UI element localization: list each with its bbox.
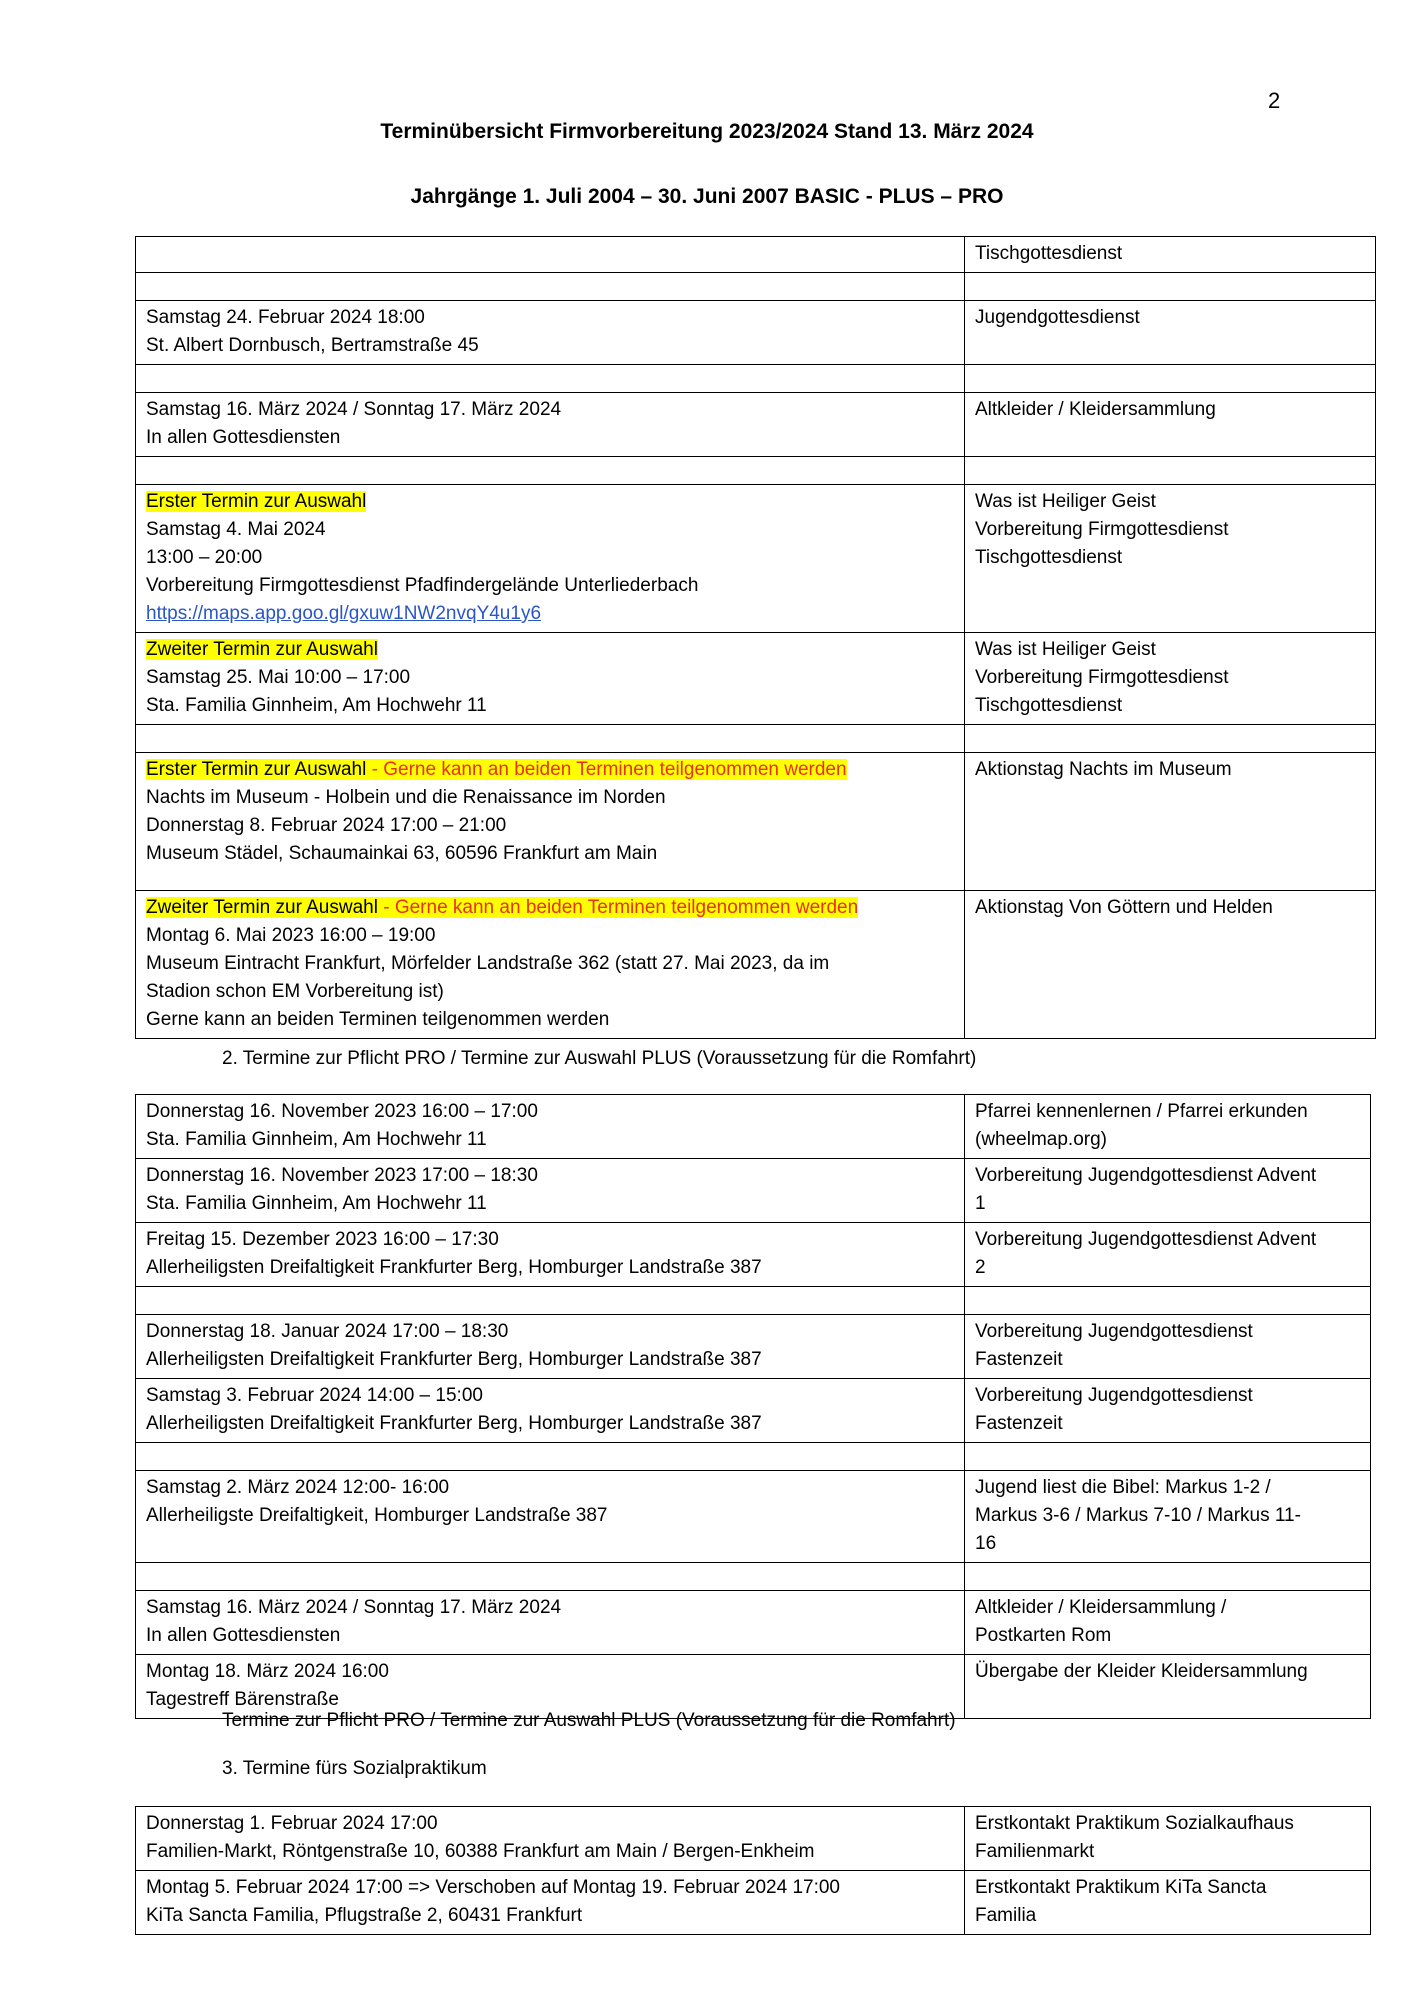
table-row — [136, 1287, 1371, 1315]
table-row — [136, 1095, 1371, 1159]
cell-line: Was ist Heiliger Geist — [975, 491, 1156, 512]
cell-line: Übergabe der Kleider Kleidersammlung — [975, 1661, 1308, 1682]
table-cell — [965, 301, 1376, 365]
table-row — [136, 485, 1376, 633]
cell-line: Fastenzeit — [975, 1349, 1063, 1370]
cell-line: Tagestreff Bärenstraße — [146, 1689, 339, 1710]
highlight-label: Erster Termin zur Auswahl — [146, 491, 367, 512]
table-row — [136, 725, 1376, 753]
table-row — [136, 633, 1376, 725]
table-cell — [965, 237, 1376, 273]
cell-line: Samstag 2. März 2024 12:00- 16:00 — [146, 1477, 450, 1498]
table-cell — [136, 365, 965, 393]
schedule-table-basic — [135, 236, 1376, 1039]
table-row — [136, 1807, 1371, 1871]
table-cell — [965, 1095, 1371, 1159]
cell-line: Vorbereitung Firmgottesdienst — [975, 667, 1229, 688]
table-cell — [965, 1287, 1371, 1315]
table-cell — [965, 1223, 1371, 1287]
table-cell — [965, 1563, 1371, 1591]
table-row — [136, 365, 1376, 393]
cell-line: 16 — [975, 1533, 997, 1554]
table-row — [136, 1591, 1371, 1655]
cell-line: Vorbereitung Jugendgottesdienst Advent — [975, 1165, 1317, 1186]
cell-line: Samstag 4. Mai 2024 — [146, 519, 326, 540]
table-cell — [136, 1471, 965, 1563]
table-row — [136, 1443, 1371, 1471]
cell-line: Donnerstag 1. Februar 2024 17:00 — [146, 1813, 438, 1834]
cell-line: Samstag 25. Mai 10:00 – 17:00 — [146, 667, 411, 688]
cell-line: 13:00 – 20:00 — [146, 547, 263, 568]
table-row — [136, 457, 1376, 485]
table-cell — [136, 1287, 965, 1315]
table-cell — [965, 753, 1376, 891]
cell-line: Samstag 16. März 2024 / Sonntag 17. März 2024 — [146, 399, 562, 420]
cell-line: Aktionstag Nachts im Museum — [975, 759, 1232, 780]
cell-line — [146, 600, 954, 628]
cell-line: Sta. Familia Ginnheim, Am Hochwehr 11 — [146, 695, 487, 716]
table-cell — [136, 301, 965, 365]
table-cell — [965, 393, 1376, 457]
cell-line: Vorbereitung Jugendgottesdienst — [975, 1321, 1253, 1342]
cell-line: Sta. Familia Ginnheim, Am Hochwehr 11 — [146, 1193, 487, 1214]
table-cell — [136, 633, 965, 725]
table-cell — [136, 1443, 965, 1471]
cell-line: Jugendgottesdienst — [975, 307, 1140, 328]
table-cell — [136, 1807, 965, 1871]
cell-line: Montag 18. März 2024 16:00 — [146, 1661, 389, 1682]
cell-line — [146, 636, 954, 664]
table-cell — [136, 725, 965, 753]
table-cell — [965, 1655, 1371, 1719]
table-cell — [136, 1223, 965, 1287]
cell-line: In allen Gottesdiensten — [146, 1625, 341, 1646]
cell-line: Erstkontakt Praktikum Sozialkaufhaus — [975, 1813, 1294, 1834]
cell-line: Vorbereitung Jugendgottesdienst Advent — [975, 1229, 1317, 1250]
cell-line: Nachts im Museum - Holbein und die Renaissance im Norden — [146, 787, 666, 808]
table-row — [136, 1655, 1371, 1719]
section-heading: 2. Termine zur Pflicht PRO / Termine zur Auswahl PLUS (Voraussetzung für die Romfahrt) — [222, 1048, 977, 1069]
table-cell — [136, 1159, 965, 1223]
table-cell — [136, 1095, 965, 1159]
table-row — [136, 753, 1376, 891]
table-cell — [965, 1379, 1371, 1443]
cell-line: Erstkontakt Praktikum KiTa Sancta — [975, 1877, 1267, 1898]
highlight-label-text: Zweiter Termin zur Auswahl — [146, 897, 378, 918]
table-cell — [965, 1591, 1371, 1655]
cell-line: Postkarten Rom — [975, 1625, 1112, 1646]
cell-line: Donnerstag 18. Januar 2024 17:00 – 18:30 — [146, 1321, 509, 1342]
highlight-note: - Gerne kann an beiden Terminen teilgenommen werden — [366, 759, 847, 780]
table-cell — [965, 1471, 1371, 1563]
table-cell — [965, 365, 1376, 393]
cell-line: Stadion schon EM Vorbereitung ist) — [146, 981, 444, 1002]
cell-line: Familienmarkt — [975, 1841, 1095, 1862]
table-row — [136, 1871, 1371, 1935]
cell-line: Donnerstag 16. November 2023 16:00 – 17:00 — [146, 1101, 538, 1122]
table-cell — [965, 485, 1376, 633]
cell-line: St. Albert Dornbusch, Bertramstraße 45 — [146, 335, 479, 356]
table-row — [136, 237, 1376, 273]
table-cell — [136, 1379, 965, 1443]
highlight-label: Zweiter Termin zur Auswahl — [146, 639, 378, 660]
cell-line: Was ist Heiliger Geist — [975, 639, 1156, 660]
page-number: 2 — [1268, 88, 1281, 113]
cell-line: Allerheiligsten Dreifaltigkeit Frankfurter Berg, Homburger Landstraße 387 — [146, 1257, 762, 1278]
document-title: Terminübersicht Firmvorbereitung 2023/2024 Stand 13. März 2024 — [380, 120, 1034, 143]
cell-line: Allerheiligsten Dreifaltigkeit Frankfurter Berg, Homburger Landstraße 387 — [146, 1413, 762, 1434]
cell-line: Altkleider / Kleidersammlung / — [975, 1597, 1227, 1618]
cell-line: Jugend liest die Bibel: Markus 1-2 / — [975, 1477, 1271, 1498]
cell-line: Tischgottesdienst — [975, 243, 1123, 264]
cell-line: In allen Gottesdiensten — [146, 427, 341, 448]
table-cell — [965, 1871, 1371, 1935]
table-row — [136, 1379, 1371, 1443]
cell-line: Samstag 24. Februar 2024 18:00 — [146, 307, 425, 328]
table-cell — [965, 457, 1376, 485]
cell-line — [146, 488, 954, 516]
cell-line: Museum Städel, Schaumainkai 63, 60596 Frankfurt am Main — [146, 843, 658, 864]
cell-line: Montag 5. Februar 2024 17:00 => Verschoben auf Montag 19. Februar 2024 17:00 — [146, 1877, 840, 1898]
table-cell — [136, 1655, 965, 1719]
table-row — [136, 1563, 1371, 1591]
table-row — [136, 1471, 1371, 1563]
schedule-table-pro — [135, 1094, 1371, 1719]
table-cell — [136, 1563, 965, 1591]
table-row — [136, 301, 1376, 365]
table-cell — [965, 1807, 1371, 1871]
table-cell — [136, 485, 965, 633]
cell-line: Aktionstag Von Göttern und Helden — [975, 897, 1273, 918]
table-cell — [136, 1871, 965, 1935]
table-cell — [965, 1315, 1371, 1379]
cell-line: Vorbereitung Firmgottesdienst — [975, 519, 1229, 540]
table-cell — [965, 1443, 1371, 1471]
table-cell — [965, 725, 1376, 753]
table-cell — [136, 1315, 965, 1379]
table-cell — [136, 393, 965, 457]
table-cell — [965, 273, 1376, 301]
cell-line: Samstag 3. Februar 2024 14:00 – 15:00 — [146, 1385, 483, 1406]
cell-line: (wheelmap.org) — [975, 1129, 1107, 1150]
document-subtitle: Jahrgänge 1. Juli 2004 – 30. Juni 2007 BASIC - PLUS – PRO — [410, 185, 1004, 208]
cell-line: Tischgottesdienst — [975, 547, 1123, 568]
table-cell — [136, 273, 965, 301]
cell-line: Vorbereitung Firmgottesdienst Pfadfindergelände Unterliederbach — [146, 575, 699, 596]
cell-line: Vorbereitung Jugendgottesdienst — [975, 1385, 1253, 1406]
cell-line: Familia — [975, 1905, 1037, 1926]
highlight-label — [146, 759, 847, 780]
cell-line: 1 — [975, 1193, 986, 1214]
table-cell — [965, 891, 1376, 1039]
highlight-label — [146, 897, 858, 918]
cell-line: Samstag 16. März 2024 / Sonntag 17. März 2024 — [146, 1597, 562, 1618]
cell-line: Sta. Familia Ginnheim, Am Hochwehr 11 — [146, 1129, 487, 1150]
table-cell — [965, 633, 1376, 725]
cell-line: Fastenzeit — [975, 1413, 1063, 1434]
highlight-label-text: Erster Termin zur Auswahl — [146, 759, 367, 780]
table-cell — [136, 891, 965, 1039]
highlight-note: - Gerne kann an beiden Terminen teilgenommen werden — [377, 897, 859, 918]
cell-line: Markus 3-6 / Markus 7-10 / Markus 11- — [975, 1505, 1301, 1526]
cell-line: Allerheiligsten Dreifaltigkeit Frankfurter Berg, Homburger Landstraße 387 — [146, 1349, 762, 1370]
cell-line: Donnerstag 16. November 2023 17:00 – 18:30 — [146, 1165, 538, 1186]
table-row — [136, 393, 1376, 457]
section-heading: 3. Termine fürs Sozialpraktikum — [222, 1758, 487, 1779]
cell-line: KiTa Sancta Familia, Pflugstraße 2, 60431 Frankfurt — [146, 1905, 583, 1926]
cell-line: Altkleider / Kleidersammlung — [975, 399, 1216, 420]
table-row — [136, 1159, 1371, 1223]
cell-line: Freitag 15. Dezember 2023 16:00 – 17:30 — [146, 1229, 499, 1250]
table-cell — [136, 457, 965, 485]
cell-line: Gerne kann an beiden Terminen teilgenommen werden — [146, 1009, 610, 1030]
cell-line: Montag 6. Mai 2023 16:00 – 19:00 — [146, 925, 436, 946]
table-row — [136, 891, 1376, 1039]
cell-line — [146, 756, 954, 784]
table-cell — [136, 1591, 965, 1655]
cell-line: Allerheiligste Dreifaltigkeit, Homburger Landstraße 387 — [146, 1505, 608, 1526]
table-cell — [136, 237, 965, 273]
cell-line: Tischgottesdienst — [975, 695, 1123, 716]
cell-line: Pfarrei kennenlernen / Pfarrei erkunden — [975, 1101, 1308, 1122]
cell-line: Donnerstag 8. Februar 2024 17:00 – 21:00 — [146, 815, 507, 836]
table-row — [136, 1315, 1371, 1379]
cell-line: Museum Eintracht Frankfurt, Mörfelder Landstraße 362 (statt 27. Mai 2023, da im — [146, 953, 830, 974]
cell-line: 2 — [975, 1257, 986, 1278]
schedule-table-social — [135, 1806, 1371, 1935]
section-heading: Termine zur Pflicht PRO / Termine zur Auswahl PLUS (Voraussetzung für die Romfahrt) — [222, 1710, 956, 1731]
table-cell — [965, 1159, 1371, 1223]
table-row — [136, 1223, 1371, 1287]
table-cell — [136, 753, 965, 891]
cell-line: Familien-Markt, Röntgenstraße 10, 60388 Frankfurt am Main / Bergen-Enkheim — [146, 1841, 815, 1862]
maps-link[interactable]: https://maps.app.goo.gl/gxuw1NW2nvqY4u1y6 — [146, 603, 542, 624]
cell-line — [146, 894, 954, 922]
table-row — [136, 273, 1376, 301]
